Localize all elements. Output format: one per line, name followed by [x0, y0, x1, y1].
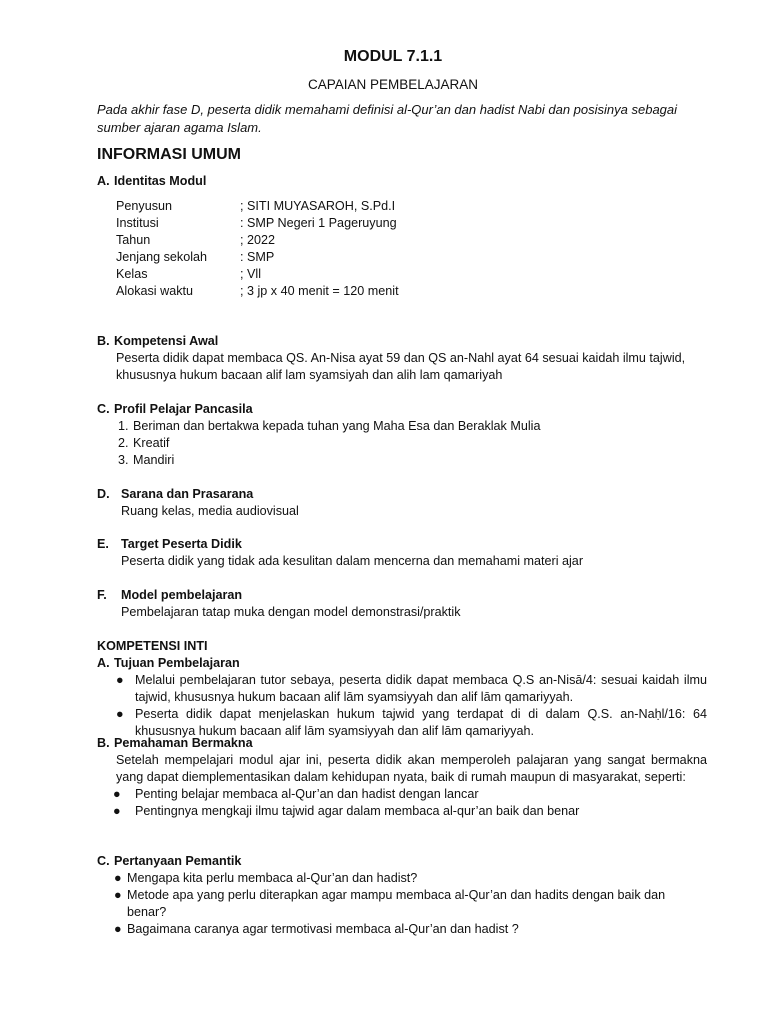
section-text: Pembelajaran tatap muka dengan model demonstrasi/praktik [121, 605, 461, 619]
section-text: Peserta didik yang tidak ada kesulitan dalam mencerna dan memahami materi ajar [121, 554, 584, 568]
section-title: Sarana dan Prasarana [121, 487, 254, 501]
section-pertanyaan [97, 853, 707, 938]
section-model [97, 587, 707, 621]
section-profil [97, 401, 707, 469]
list-item-text: Mengapa kita perlu membaca al-Qur’an dan hadist? [127, 871, 418, 885]
identitas-value: SMP [247, 250, 275, 264]
module-title: MODUL 7.1.1 [343, 48, 443, 65]
section-letter: C. [97, 402, 110, 416]
bullet-icon: ● [116, 707, 124, 721]
section-heading [97, 735, 707, 752]
section-heading [97, 401, 707, 418]
list-item [114, 870, 687, 887]
section-title: Model pembelajaran [121, 588, 243, 602]
list-item [114, 921, 687, 938]
list-item-text: Metode apa yang perlu diterapkan agar mampu membaca al-Qur’an dan hadits dengan baik dan benar? [127, 888, 666, 919]
identitas-value: 2022 [247, 233, 276, 247]
section-title: Kompetensi Awal [114, 334, 219, 348]
identitas-key: Jenjang sekolah [116, 250, 208, 264]
section-heading [97, 333, 707, 350]
identitas-value: SITI MUYASAROH, S.Pd.I [247, 199, 396, 213]
identitas-key: Institusi [116, 216, 159, 230]
section-pemahaman [97, 735, 707, 820]
list-item [116, 672, 707, 706]
section-letter: C. [97, 854, 110, 868]
bullet-icon: ● [114, 871, 122, 885]
section-text: Setelah mempelajari modul ajar ini, peserta didik akan memperoleh palajaran yang sangat bermakna yang dapat diemplementasikan dalam kehidupan nyata, baik di rumah maupun di masyarakat, seperti: [116, 753, 707, 784]
identitas-value: Vll [247, 267, 261, 281]
identitas-sep: ; [240, 284, 244, 298]
section-heading [97, 173, 707, 190]
section-letter: A. [97, 174, 110, 188]
identitas-sep: ; [240, 267, 244, 281]
section-title: Tujuan Pembelajaran [114, 656, 240, 670]
identitas-row [116, 249, 616, 266]
section-title: Identitas Modul [114, 174, 207, 188]
module-subtitle: CAPAIAN PEMBELAJARAN [307, 77, 479, 92]
identitas-key: Tahun [116, 233, 151, 247]
identitas-key: Penyusun [116, 199, 173, 213]
section-text: Ruang kelas, media audiovisual [121, 504, 299, 518]
section-heading [97, 536, 707, 553]
bullet-icon: ● [113, 804, 121, 818]
section-letter: B. [97, 334, 110, 348]
section-heading [97, 587, 707, 604]
identitas-key: Alokasi waktu [116, 284, 193, 298]
list-item-text: Peserta didik dapat menjelaskan hukum tajwid yang terdapat di di dalam Q.S. an-Naḥl/16: 64 khususnya hukum bacaan alif lām syamsiyyah dan alif lām qamariyyah. [135, 707, 707, 738]
section-target [97, 536, 707, 570]
section-letter: F. [97, 588, 107, 602]
section-identitas [97, 173, 707, 190]
identitas-table [116, 198, 616, 300]
section-letter: A. [97, 656, 110, 670]
identitas-value: SMP Negeri 1 Pageruyung [247, 216, 397, 230]
section-tujuan [97, 655, 707, 740]
section-letter: E. [97, 537, 109, 551]
list-item: 1. Beriman dan bertakwa kepada tuhan yang Maha Esa dan Beraklak Mulia [132, 418, 707, 435]
list-item [113, 786, 707, 803]
section-heading [97, 655, 707, 672]
identitas-row [116, 283, 616, 300]
tujuan-list [97, 672, 707, 740]
section-letter: D. [97, 487, 110, 501]
identitas-sep: ; [240, 233, 244, 247]
bullet-icon: ● [113, 787, 121, 801]
identitas-sep: ; [240, 199, 244, 213]
section-letter: B. [97, 736, 110, 750]
list-item-text: Melalui pembelajaran tutor sebaya, peserta didik dapat membaca Q.S an-Nisā/4: sesuai kaidah ilmu tajwid, khususnya hukum bacaan alif lām syamsiyyah dan alif lām qamariyyah. [135, 673, 707, 704]
info-heading: INFORMASI UMUM [97, 146, 241, 163]
pertanyaan-list [97, 870, 687, 938]
identitas-row [116, 266, 616, 283]
profil-list [97, 418, 707, 469]
identitas-row [116, 215, 616, 232]
section-kompetensi-awal [97, 333, 707, 384]
list-item-text: Penting belajar membaca al-Qur’an dan hadist dengan lancar [135, 787, 479, 801]
list-item: 2. Kreatif [132, 435, 707, 452]
intro-paragraph: Pada akhir fase D, peserta didik memahami definisi al-Qur’an dan hadist Nabi dan posisinya sebagai sumber ajaran agama Islam. [97, 102, 678, 135]
identitas-sep: : [240, 250, 244, 264]
list-item [113, 803, 707, 820]
section-title: Pemahaman Bermakna [114, 736, 253, 750]
kompetensi-inti-heading: KOMPETENSI INTI [97, 639, 208, 653]
section-text: Peserta didik dapat membaca QS. An-Nisa ayat 59 dan QS an-Nahl ayat 64 sesuai kaidah ilmu tajwid, khususnya hukum bacaan alif lam syamsiyah dan alih lam qamariyah [116, 351, 686, 382]
section-title: Target Peserta Didik [121, 537, 242, 551]
pemahaman-list [97, 786, 707, 820]
bullet-icon: ● [114, 922, 122, 936]
section-heading [97, 853, 707, 870]
section-sarana [97, 486, 707, 520]
identitas-row [116, 198, 616, 215]
identitas-value: 3 jp x 40 menit = 120 menit [247, 284, 399, 298]
identitas-sep: : [240, 216, 244, 230]
identitas-row [116, 232, 616, 249]
bullet-icon: ● [116, 673, 124, 687]
identitas-key: Kelas [116, 267, 148, 281]
section-title: Profil Pelajar Pancasila [114, 402, 253, 416]
list-item-text: Bagaimana caranya agar termotivasi membaca al-Qur’an dan hadist ? [127, 922, 519, 936]
list-item: 3. Mandiri [132, 452, 707, 469]
section-heading [97, 486, 707, 503]
section-title: Pertanyaan Pemantik [114, 854, 242, 868]
list-item-text: Pentingnya mengkaji ilmu tajwid agar dalam membaca al-qur’an baik dan benar [135, 804, 580, 818]
list-item [114, 887, 687, 921]
bullet-icon: ● [114, 888, 122, 902]
